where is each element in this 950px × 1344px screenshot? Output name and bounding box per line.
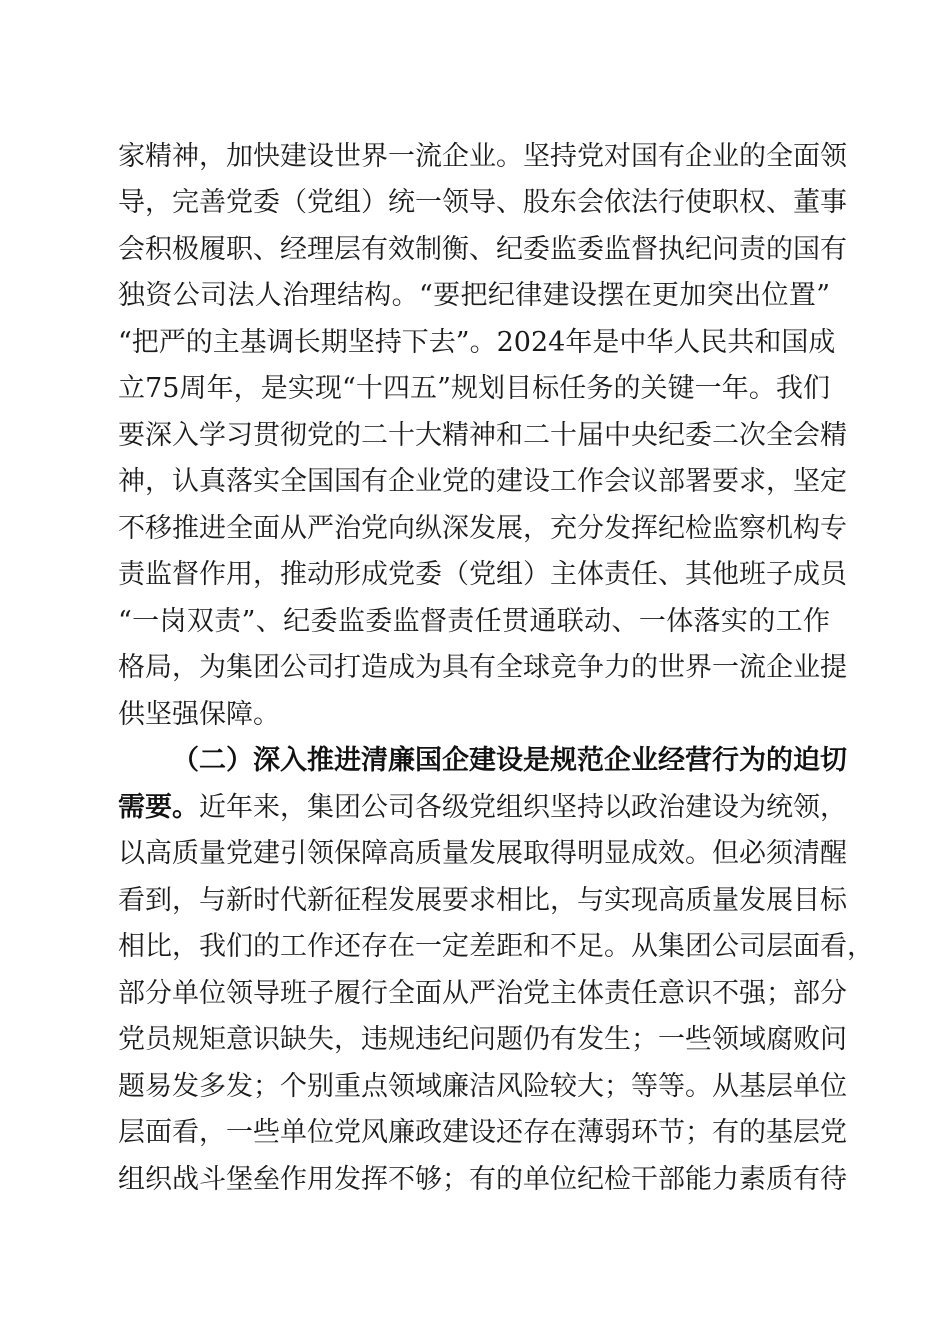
- paragraph1-line-10: 责监督作用，推动形成党委（党组）主体责任、其他班子成员: [118, 559, 847, 590]
- paragraph1-line-7: 要深入学习贯彻党的二十大精神和二十届中央纪委二次全会精: [118, 420, 847, 451]
- paragraph2-line-3: 看到，与新时代新征程发展要求相比，与实现高质量发展目标: [118, 885, 847, 916]
- paragraph1-line-12: 格局，为集团公司打造成为具有全球竞争力的世界一流企业提: [118, 652, 847, 683]
- paragraph1-line-5: “把严的主基调长期坚持下去”。2024年是中华人民共和国成: [118, 327, 836, 358]
- paragraph2-line-8: 层面看，一些单位党风廉政建设还存在薄弱环节；有的基层党: [118, 1117, 847, 1148]
- paragraph1-line-11: “一岗双责”、纪委监委监督责任贯通联动、一体落实的工作: [118, 606, 830, 637]
- paragraph1-line-3: 会积极履职、经理层有效制衡、纪委监委监督执纪问责的国有: [118, 234, 847, 265]
- paragraph2-line-7: 题易发多发；个别重点领域廉洁风险较大；等等。从基层单位: [118, 1071, 847, 1102]
- paragraph2-line-5: 部分单位领导班子履行全面从严治党主体责任意识不强；部分: [118, 978, 847, 1009]
- paragraph2-line-9: 组织战斗堡垒作用发挥不够；有的单位纪检干部能力素质有待: [118, 1164, 847, 1195]
- paragraph1-line-1: 家精神，加快建设世界一流企业。坚持党对国有企业的全面领: [118, 141, 847, 172]
- paragraph1-line-2: 导，完善党委（党组）统一领导、股东会依法行使职权、董事: [118, 187, 847, 218]
- paragraph1-line-8: 神，认真落实全国国有企业党的建设工作会议部署要求，坚定: [118, 466, 847, 497]
- paragraph2-heading-end: 需要。: [118, 792, 199, 823]
- paragraph2-heading: （二）深入推进清廉国企建设是规范企业经营行为的迫切: [172, 745, 847, 776]
- paragraph1-line-9: 不移推进全面从严治党向纵深发展，充分发挥纪检监察机构专: [118, 513, 847, 544]
- paragraph2-line-4: 相比，我们的工作还存在一定差距和不足。从集团公司层面看，: [118, 931, 874, 962]
- paragraph2-line-2: 以高质量党建引领保障高质量发展取得明显成效。但必须清醒: [118, 838, 847, 869]
- paragraph1-line-6: 立75周年，是实现“十四五”规划目标任务的关键一年。我们: [118, 373, 830, 404]
- paragraph2-line-6: 党员规矩意识缺失，违规违纪问题仍有发生；一些领域腐败问: [118, 1024, 847, 1055]
- paragraph1-line-4: 独资公司法人治理结构。“要把纪律建设摆在更加突出位置”: [118, 280, 830, 311]
- paragraph2-line-1: [118, 785, 847, 831]
- paragraph1-line-13: 供坚强保障。: [118, 699, 280, 730]
- paragraph2-line-1-text: 近年来，集团公司各级党组织坚持以政治建设为统领，: [199, 792, 847, 823]
